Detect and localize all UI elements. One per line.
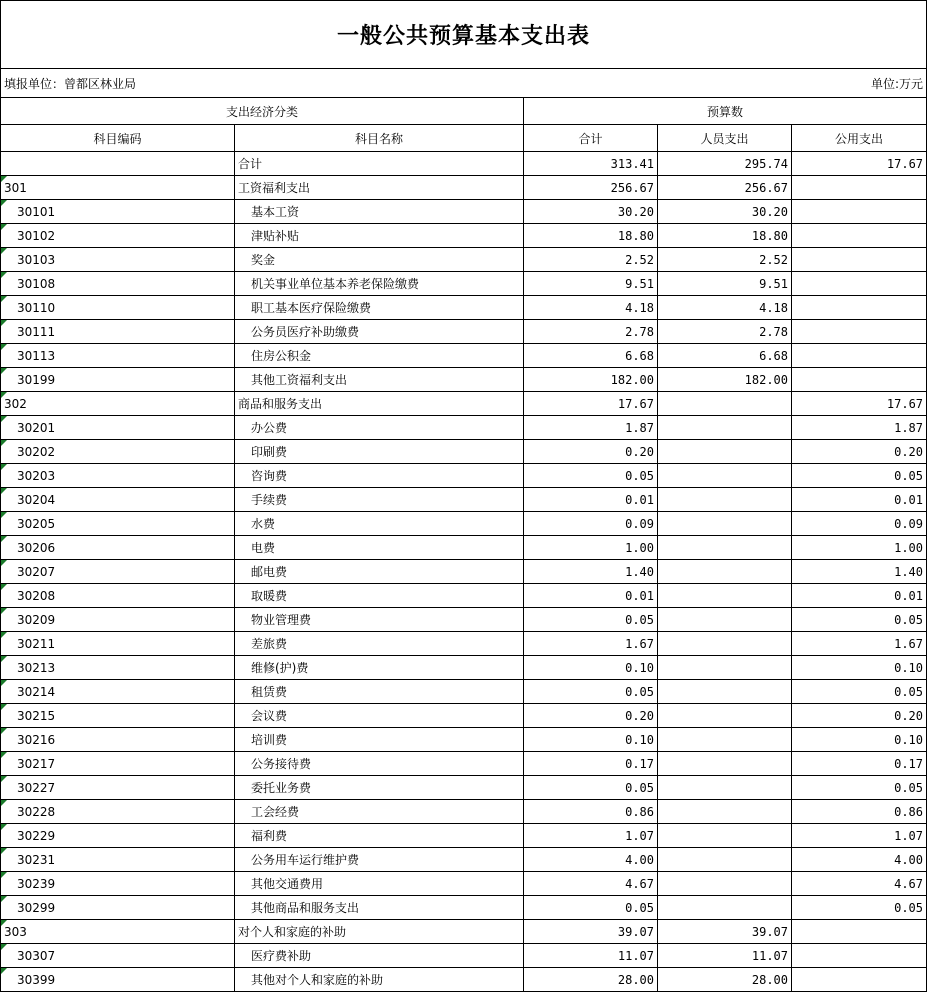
cell-public — [792, 296, 927, 320]
cell-code: 30227 — [1, 776, 235, 800]
table-row — [1, 632, 927, 656]
cell-personnel — [658, 536, 792, 560]
cell-flag-icon — [1, 440, 7, 446]
cell-flag-icon — [1, 488, 7, 494]
header-personnel: 人员支出 — [658, 125, 792, 152]
cell-total: 28.00 — [524, 968, 658, 992]
cell-public — [792, 344, 927, 368]
cell-total: 0.05 — [524, 896, 658, 920]
cell-public: 17.67 — [792, 152, 927, 176]
table-row — [1, 224, 927, 248]
cell-total: 0.86 — [524, 800, 658, 824]
cell-name: 手续费 — [235, 488, 524, 512]
cell-total: 256.67 — [524, 176, 658, 200]
cell-public: 0.05 — [792, 680, 927, 704]
cell-name: 电费 — [235, 536, 524, 560]
cell-total: 4.18 — [524, 296, 658, 320]
cell-total: 1.67 — [524, 632, 658, 656]
cell-personnel — [658, 704, 792, 728]
cell-code: 30299 — [1, 896, 235, 920]
cell-name: 奖金 — [235, 248, 524, 272]
cell-personnel: 30.20 — [658, 200, 792, 224]
table-row — [1, 464, 927, 488]
cell-public: 0.17 — [792, 752, 927, 776]
cell-public — [792, 920, 927, 944]
page-title: 一般公共预算基本支出表 — [1, 1, 927, 69]
cell-personnel: 2.52 — [658, 248, 792, 272]
table-row — [1, 584, 927, 608]
cell-code: 30208 — [1, 584, 235, 608]
cell-personnel: 2.78 — [658, 320, 792, 344]
cell-personnel — [658, 560, 792, 584]
cell-name: 咨询费 — [235, 464, 524, 488]
cell-personnel — [658, 584, 792, 608]
cell-total: 1.07 — [524, 824, 658, 848]
cell-name: 其他商品和服务支出 — [235, 896, 524, 920]
cell-public — [792, 272, 927, 296]
table-row — [1, 608, 927, 632]
cell-name: 公务员医疗补助缴费 — [235, 320, 524, 344]
cell-code: 30111 — [1, 320, 235, 344]
cell-total: 17.67 — [524, 392, 658, 416]
table-row — [1, 176, 927, 200]
cell-total: 0.20 — [524, 704, 658, 728]
header-name: 科目名称 — [235, 125, 524, 152]
cell-public — [792, 224, 927, 248]
cell-personnel — [658, 632, 792, 656]
cell-name: 其他工资福利支出 — [235, 368, 524, 392]
cell-public: 4.00 — [792, 848, 927, 872]
cell-flag-icon — [1, 800, 7, 806]
cell-flag-icon — [1, 680, 7, 686]
cell-name: 住房公积金 — [235, 344, 524, 368]
table-row — [1, 680, 927, 704]
cell-name: 基本工资 — [235, 200, 524, 224]
cell-public — [792, 248, 927, 272]
table-row — [1, 560, 927, 584]
cell-name: 维修(护)费 — [235, 656, 524, 680]
cell-code: 30202 — [1, 440, 235, 464]
cell-name: 对个人和家庭的补助 — [235, 920, 524, 944]
cell-code: 30113 — [1, 344, 235, 368]
cell-flag-icon — [1, 392, 7, 398]
header-econ-class: 支出经济分类 — [1, 98, 524, 125]
cell-public: 1.67 — [792, 632, 927, 656]
cell-code: 30204 — [1, 488, 235, 512]
cell-total: 6.68 — [524, 344, 658, 368]
table-row — [1, 656, 927, 680]
table-row — [1, 440, 927, 464]
cell-name: 取暖费 — [235, 584, 524, 608]
header-public: 公用支出 — [792, 125, 927, 152]
cell-total: 39.07 — [524, 920, 658, 944]
cell-total: 0.10 — [524, 728, 658, 752]
cell-public: 1.40 — [792, 560, 927, 584]
cell-code: 30229 — [1, 824, 235, 848]
cell-personnel — [658, 896, 792, 920]
cell-flag-icon — [1, 656, 7, 662]
cell-personnel: 11.07 — [658, 944, 792, 968]
cell-personnel — [658, 872, 792, 896]
cell-public — [792, 320, 927, 344]
table-row — [1, 416, 927, 440]
cell-flag-icon — [1, 896, 7, 902]
table-row — [1, 320, 927, 344]
cell-code: 30207 — [1, 560, 235, 584]
cell-personnel: 4.18 — [658, 296, 792, 320]
cell-flag-icon — [1, 368, 7, 374]
cell-code: 30228 — [1, 800, 235, 824]
table-row — [1, 872, 927, 896]
cell-total: 4.67 — [524, 872, 658, 896]
cell-flag-icon — [1, 176, 7, 182]
cell-personnel: 6.68 — [658, 344, 792, 368]
cell-flag-icon — [1, 728, 7, 734]
cell-public: 0.05 — [792, 608, 927, 632]
cell-personnel — [658, 488, 792, 512]
cell-public — [792, 944, 927, 968]
cell-flag-icon — [1, 248, 7, 254]
cell-name: 津贴补贴 — [235, 224, 524, 248]
cell-flag-icon — [1, 536, 7, 542]
cell-name: 差旅费 — [235, 632, 524, 656]
cell-total: 313.41 — [524, 152, 658, 176]
cell-personnel — [658, 776, 792, 800]
cell-code: 30213 — [1, 656, 235, 680]
cell-total: 0.01 — [524, 584, 658, 608]
cell-flag-icon — [1, 872, 7, 878]
table-row — [1, 392, 927, 416]
table-row — [1, 344, 927, 368]
cell-flag-icon — [1, 416, 7, 422]
cell-personnel — [658, 392, 792, 416]
cell-personnel — [658, 752, 792, 776]
cell-code: 30217 — [1, 752, 235, 776]
cell-flag-icon — [1, 200, 7, 206]
table-row — [1, 200, 927, 224]
cell-personnel: 9.51 — [658, 272, 792, 296]
table-row — [1, 536, 927, 560]
cell-code: 30307 — [1, 944, 235, 968]
cell-code: 30205 — [1, 512, 235, 536]
cell-code: 30231 — [1, 848, 235, 872]
table-row — [1, 824, 927, 848]
table-row — [1, 968, 927, 992]
cell-code: 30201 — [1, 416, 235, 440]
table-row — [1, 896, 927, 920]
cell-flag-icon — [1, 464, 7, 470]
cell-code: 30206 — [1, 536, 235, 560]
table-row — [1, 752, 927, 776]
cell-total: 0.09 — [524, 512, 658, 536]
cell-flag-icon — [1, 296, 7, 302]
cell-code: 30103 — [1, 248, 235, 272]
cell-public — [792, 968, 927, 992]
cell-total: 1.87 — [524, 416, 658, 440]
cell-personnel — [658, 680, 792, 704]
cell-name: 工资福利支出 — [235, 176, 524, 200]
cell-name: 办公费 — [235, 416, 524, 440]
cell-total: 0.05 — [524, 608, 658, 632]
table-row — [1, 728, 927, 752]
table-row — [1, 272, 927, 296]
table-row — [1, 488, 927, 512]
cell-code: 30108 — [1, 272, 235, 296]
cell-code: 30209 — [1, 608, 235, 632]
cell-name: 医疗费补助 — [235, 944, 524, 968]
cell-code: 30211 — [1, 632, 235, 656]
table-row — [1, 152, 927, 176]
cell-flag-icon — [1, 608, 7, 614]
cell-name: 机关事业单位基本养老保险缴费 — [235, 272, 524, 296]
cell-total: 0.01 — [524, 488, 658, 512]
cell-code: 30203 — [1, 464, 235, 488]
cell-public: 17.67 — [792, 392, 927, 416]
cell-code: 303 — [1, 920, 235, 944]
table-row — [1, 776, 927, 800]
table-row — [1, 920, 927, 944]
cell-name: 印刷费 — [235, 440, 524, 464]
cell-total: 18.80 — [524, 224, 658, 248]
table-row — [1, 512, 927, 536]
cell-personnel: 39.07 — [658, 920, 792, 944]
cell-total: 0.05 — [524, 464, 658, 488]
cell-code: 30102 — [1, 224, 235, 248]
cell-total: 0.10 — [524, 656, 658, 680]
cell-flag-icon — [1, 848, 7, 854]
cell-flag-icon — [1, 968, 7, 974]
cell-code: 30215 — [1, 704, 235, 728]
cell-code: 302 — [1, 392, 235, 416]
table-row — [1, 368, 927, 392]
table-row — [1, 248, 927, 272]
cell-name: 公务接待费 — [235, 752, 524, 776]
table-row — [1, 944, 927, 968]
cell-name: 委托业务费 — [235, 776, 524, 800]
cell-code: 301 — [1, 176, 235, 200]
table-row — [1, 800, 927, 824]
cell-total: 1.00 — [524, 536, 658, 560]
cell-flag-icon — [1, 632, 7, 638]
cell-personnel: 295.74 — [658, 152, 792, 176]
cell-name: 租赁费 — [235, 680, 524, 704]
cell-name: 培训费 — [235, 728, 524, 752]
cell-name: 水费 — [235, 512, 524, 536]
cell-personnel: 18.80 — [658, 224, 792, 248]
cell-public: 0.09 — [792, 512, 927, 536]
cell-public: 0.20 — [792, 704, 927, 728]
cell-total: 4.00 — [524, 848, 658, 872]
cell-total: 0.05 — [524, 776, 658, 800]
cell-name: 物业管理费 — [235, 608, 524, 632]
cell-flag-icon — [1, 272, 7, 278]
cell-flag-icon — [1, 776, 7, 782]
cell-public: 1.00 — [792, 536, 927, 560]
cell-flag-icon — [1, 920, 7, 926]
cell-personnel — [658, 800, 792, 824]
cell-name: 会议费 — [235, 704, 524, 728]
cell-code: 30101 — [1, 200, 235, 224]
header-total: 合计 — [524, 125, 658, 152]
cell-code: 30199 — [1, 368, 235, 392]
cell-total: 0.17 — [524, 752, 658, 776]
cell-public: 0.05 — [792, 776, 927, 800]
cell-name: 合计 — [235, 152, 524, 176]
cell-personnel — [658, 608, 792, 632]
filing-unit: 填报单位：曾都区林业局 — [1, 69, 524, 98]
cell-flag-icon — [1, 584, 7, 590]
cell-flag-icon — [1, 560, 7, 566]
cell-public: 1.07 — [792, 824, 927, 848]
cell-name: 公务用车运行维护费 — [235, 848, 524, 872]
cell-name: 商品和服务支出 — [235, 392, 524, 416]
cell-total: 9.51 — [524, 272, 658, 296]
cell-name: 邮电费 — [235, 560, 524, 584]
cell-personnel: 28.00 — [658, 968, 792, 992]
cell-flag-icon — [1, 704, 7, 710]
cell-total: 2.78 — [524, 320, 658, 344]
cell-code: 30110 — [1, 296, 235, 320]
cell-public: 0.86 — [792, 800, 927, 824]
cell-name: 其他交通费用 — [235, 872, 524, 896]
cell-code — [1, 152, 235, 176]
cell-flag-icon — [1, 944, 7, 950]
money-unit: 单位:万元 — [524, 69, 927, 98]
cell-personnel: 256.67 — [658, 176, 792, 200]
cell-personnel: 182.00 — [658, 368, 792, 392]
table-row — [1, 848, 927, 872]
cell-flag-icon — [1, 320, 7, 326]
cell-code: 30214 — [1, 680, 235, 704]
table-row — [1, 704, 927, 728]
cell-personnel — [658, 440, 792, 464]
header-budget: 预算数 — [524, 98, 927, 125]
cell-total: 11.07 — [524, 944, 658, 968]
cell-total: 0.05 — [524, 680, 658, 704]
cell-name: 福利费 — [235, 824, 524, 848]
cell-name: 其他对个人和家庭的补助 — [235, 968, 524, 992]
cell-personnel — [658, 464, 792, 488]
table-row — [1, 296, 927, 320]
cell-public: 0.10 — [792, 656, 927, 680]
cell-public: 0.05 — [792, 464, 927, 488]
cell-code: 30399 — [1, 968, 235, 992]
cell-personnel — [658, 728, 792, 752]
cell-personnel — [658, 848, 792, 872]
cell-public — [792, 176, 927, 200]
cell-public: 4.67 — [792, 872, 927, 896]
cell-personnel — [658, 416, 792, 440]
cell-name: 职工基本医疗保险缴费 — [235, 296, 524, 320]
cell-public: 0.10 — [792, 728, 927, 752]
cell-public: 0.01 — [792, 584, 927, 608]
header-code: 科目编码 — [1, 125, 235, 152]
cell-total: 1.40 — [524, 560, 658, 584]
cell-code: 30239 — [1, 872, 235, 896]
cell-code: 30216 — [1, 728, 235, 752]
cell-public: 0.20 — [792, 440, 927, 464]
cell-total: 182.00 — [524, 368, 658, 392]
cell-public — [792, 200, 927, 224]
cell-personnel — [658, 512, 792, 536]
cell-total: 2.52 — [524, 248, 658, 272]
cell-name: 工会经费 — [235, 800, 524, 824]
cell-total: 0.20 — [524, 440, 658, 464]
cell-flag-icon — [1, 824, 7, 830]
cell-total: 30.20 — [524, 200, 658, 224]
cell-public: 1.87 — [792, 416, 927, 440]
cell-flag-icon — [1, 752, 7, 758]
cell-personnel — [658, 824, 792, 848]
cell-public — [792, 368, 927, 392]
cell-personnel — [658, 656, 792, 680]
cell-public: 0.05 — [792, 896, 927, 920]
cell-flag-icon — [1, 224, 7, 230]
cell-public: 0.01 — [792, 488, 927, 512]
cell-flag-icon — [1, 344, 7, 350]
cell-flag-icon — [1, 512, 7, 518]
